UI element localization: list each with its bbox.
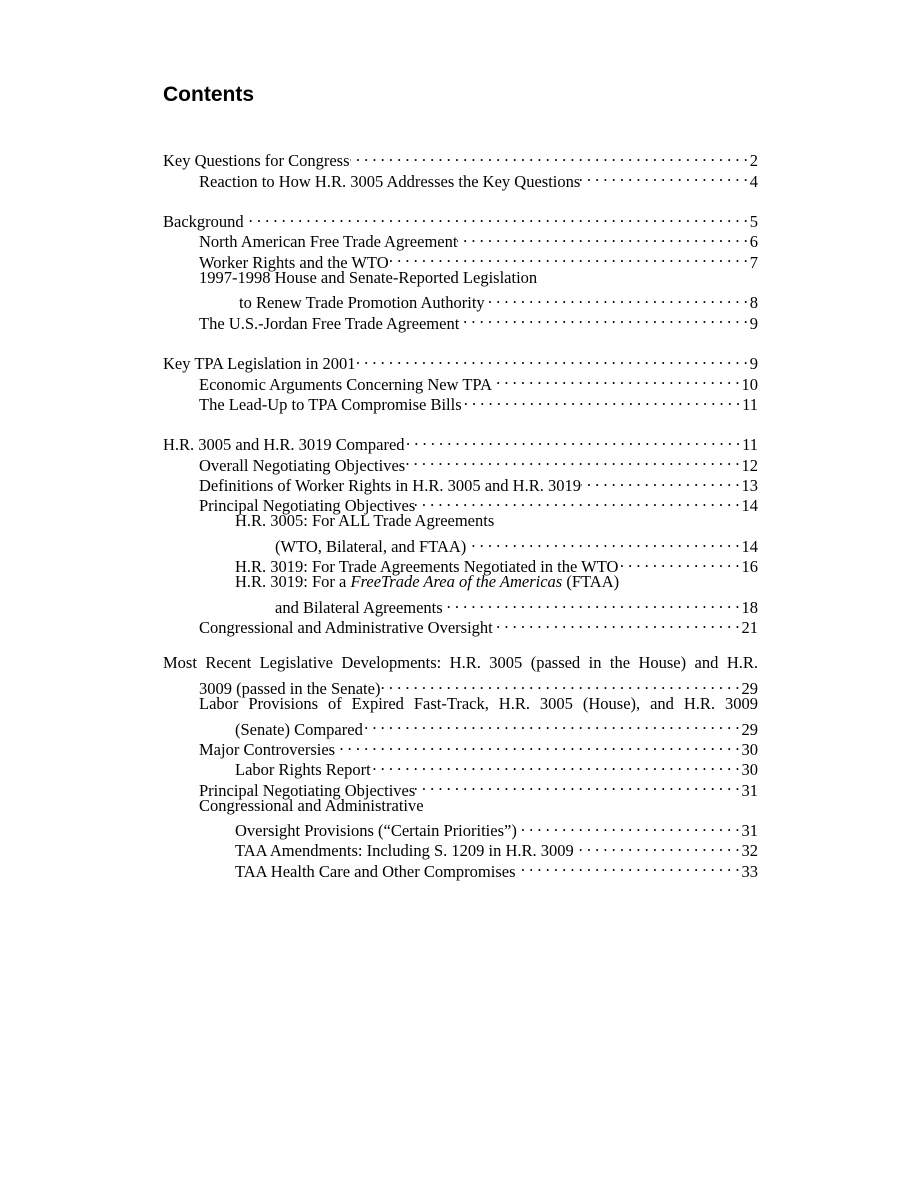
toc-page-number: 31 <box>741 780 758 800</box>
contents-heading: Contents <box>163 83 254 106</box>
toc-dot-leader <box>380 674 741 694</box>
toc-entry-title: Principal Negotiating Objectives <box>199 780 416 800</box>
toc-page-number: 11 <box>742 394 758 414</box>
toc-entry[interactable] <box>163 674 758 699</box>
toc-entry-line[interactable] <box>163 653 758 673</box>
toc-page-number: 31 <box>741 821 758 841</box>
toc-dot-leader <box>580 166 749 186</box>
toc-page-number: 30 <box>741 739 758 759</box>
toc-entry-title: Most Recent Legislative Developments: H.R. 3005 (passed in the House) and H.R. <box>163 653 758 673</box>
toc-entry-title: Worker Rights and the WTO <box>199 252 389 272</box>
toc-dot-leader <box>492 369 741 389</box>
toc-entry-title: The U.S.-Jordan Free Trade Agreement <box>199 313 460 333</box>
toc-page-number: 7 <box>749 252 758 272</box>
toc-dot-leader <box>335 735 741 755</box>
toc-entry-title: Background <box>163 212 244 232</box>
toc-dot-leader <box>457 227 749 247</box>
toc-dot-leader <box>493 613 742 633</box>
toc-page-number: 2 <box>749 151 758 171</box>
toc-entry-line[interactable] <box>163 796 758 816</box>
toc-entry-title <box>235 572 619 592</box>
toc-page-number: 14 <box>741 536 758 556</box>
toc-entry-title: to Renew Trade Promotion Authority <box>239 293 485 313</box>
toc-entry[interactable] <box>163 227 758 252</box>
toc-entry-title: Oversight Provisions (“Certain Priorities”) <box>235 821 517 841</box>
toc-entry-line[interactable] <box>163 511 758 531</box>
toc-entry[interactable] <box>163 207 758 232</box>
toc-dot-leader <box>581 471 742 491</box>
toc-page-number: 29 <box>741 719 758 739</box>
toc-entry-title: 1997-1998 House and Senate-Reported Legislation <box>199 267 538 287</box>
table-of-contents <box>163 146 758 881</box>
toc-page-number: 11 <box>742 435 758 455</box>
toc-page-number: 13 <box>741 476 758 496</box>
toc-dot-leader <box>516 856 742 876</box>
toc-entry-title: H.R. 3005: For ALL Trade Agreements <box>235 511 495 531</box>
toc-dot-leader <box>356 349 750 369</box>
toc-entry-title: Congressional and Administrative <box>199 795 424 815</box>
toc-page-number: 16 <box>741 557 758 577</box>
toc-page-number: 12 <box>741 455 758 475</box>
toc-entry[interactable] <box>163 146 758 171</box>
toc-entry[interactable] <box>163 430 758 455</box>
toc-entry-title: Principal Negotiating Objectives <box>199 496 416 516</box>
toc-dot-leader <box>415 491 741 511</box>
toc-title-italic: FreeTrade Area of the Americas <box>350 572 563 592</box>
toc-title-part: H.R. 3019: For a <box>235 572 351 592</box>
toc-title-part: (FTAA) <box>562 572 620 592</box>
toc-page-number: 6 <box>749 232 758 252</box>
toc-dot-leader <box>350 146 750 166</box>
toc-page-number: 33 <box>741 861 758 881</box>
toc-entry[interactable] <box>163 532 758 556</box>
toc-entry[interactable] <box>163 714 758 739</box>
toc-entry-title: 3009 (passed in the Senate) <box>199 679 381 699</box>
toc-page-number: 10 <box>741 374 758 394</box>
toc-dot-leader <box>405 450 741 470</box>
toc-entry-title: H.R. 3019: For Trade Agreements Negotiated in the WTO <box>235 557 619 577</box>
toc-entry-title: North American Free Trade Agreement <box>199 232 458 252</box>
toc-entry-line[interactable] <box>163 572 758 592</box>
toc-entry[interactable] <box>163 288 758 313</box>
toc-entry-title: Overall Negotiating Objectives <box>199 455 406 475</box>
toc-dot-leader <box>389 247 750 267</box>
toc-dot-leader <box>466 532 741 552</box>
toc-dot-leader <box>363 714 742 734</box>
toc-entry[interactable] <box>163 593 758 617</box>
toc-entry-title: Labor Rights Report <box>235 760 371 780</box>
toc-entry-title: (WTO, Bilateral, and FTAA) <box>275 536 467 556</box>
toc-dot-leader <box>244 207 750 227</box>
toc-page-number: 18 <box>741 597 758 617</box>
toc-dot-leader <box>405 430 743 450</box>
toc-entry-title: TAA Health Care and Other Compromises <box>235 861 516 881</box>
toc-entry-line[interactable] <box>163 694 758 714</box>
toc-entry-title: Definitions of Worker Rights in H.R. 3005 and H.R. 3019 <box>199 476 581 496</box>
toc-entry-title: The Lead-Up to TPA Compromise Bills <box>199 394 462 414</box>
toc-dot-leader <box>574 836 742 856</box>
toc-page-number: 5 <box>749 212 758 232</box>
toc-entry[interactable] <box>163 349 758 374</box>
toc-page-number: 21 <box>741 618 758 638</box>
toc-entry[interactable] <box>163 613 758 638</box>
toc-dot-leader <box>462 390 742 410</box>
toc-entry-title: and Bilateral Agreements <box>275 597 443 617</box>
toc-dot-leader <box>443 593 742 613</box>
toc-entry-title: Economic Arguments Concerning New TPA <box>199 374 493 394</box>
toc-entry-title: Labor Provisions of Expired Fast-Track, H.R. 3005 (House), and H.R. 3009 <box>199 694 758 714</box>
toc-page-number: 30 <box>741 760 758 780</box>
toc-page-number: 32 <box>741 841 758 861</box>
toc-page-number: 9 <box>749 313 758 333</box>
toc-entry-title: Key TPA Legislation in 2001 <box>163 354 356 374</box>
toc-entry-title: TAA Amendments: Including S. 1209 in H.R. 3009 <box>235 841 574 861</box>
toc-page-number: 9 <box>749 354 758 374</box>
toc-page-number: 4 <box>749 171 758 191</box>
toc-entry-title: Congressional and Administrative Oversight <box>199 618 493 638</box>
toc-dot-leader <box>415 775 741 795</box>
toc-page-number: 29 <box>741 679 758 699</box>
toc-page-number: 14 <box>741 496 758 516</box>
toc-dot-leader <box>618 552 741 572</box>
toc-entry-title: Key Questions for Congress <box>163 151 350 171</box>
toc-dot-leader <box>517 816 742 836</box>
toc-entry[interactable] <box>163 816 758 841</box>
toc-dot-leader <box>459 308 749 328</box>
toc-entry-line[interactable] <box>163 268 758 288</box>
toc-entry-title: Major Controversies <box>199 739 336 759</box>
toc-entry-title: (Senate) Compared <box>235 719 363 739</box>
toc-page-number: 8 <box>749 293 758 313</box>
toc-dot-leader <box>371 755 742 775</box>
toc-dot-leader <box>485 288 750 308</box>
toc-entry-title: H.R. 3005 and H.R. 3019 Compared <box>163 435 405 455</box>
toc-entry-title: Reaction to How H.R. 3005 Addresses the Key Questions <box>199 171 581 191</box>
